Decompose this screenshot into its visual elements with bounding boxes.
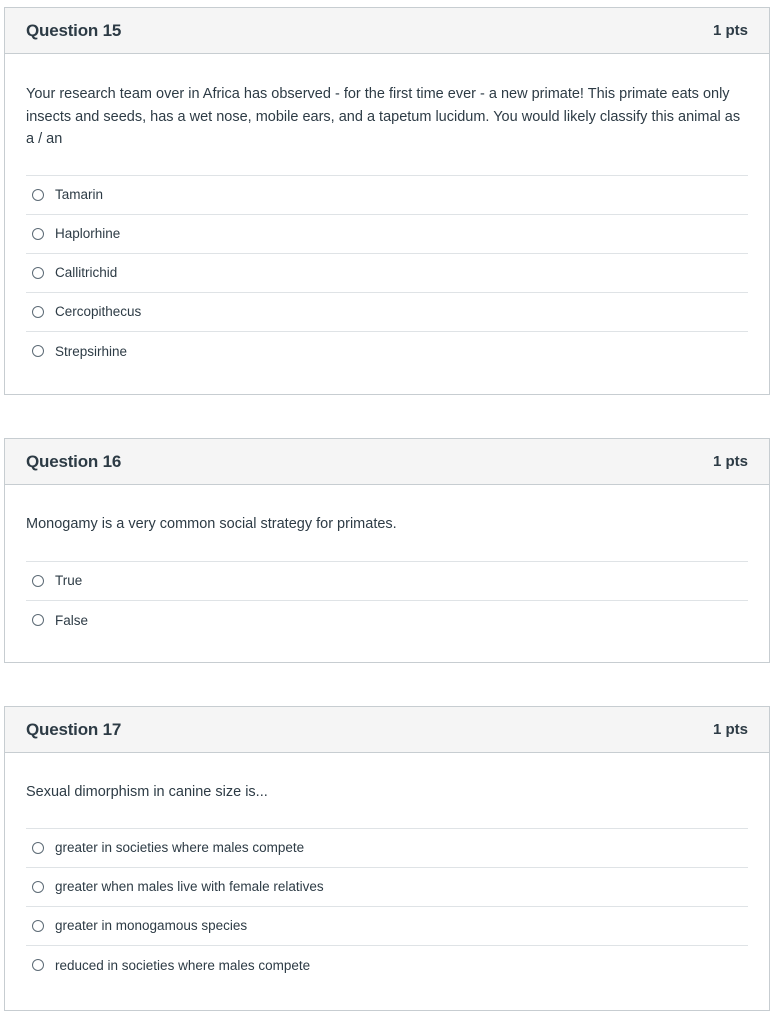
radio-button[interactable]	[32, 842, 44, 854]
question-points: 1 pts	[712, 22, 748, 39]
answer-list	[26, 175, 748, 371]
answer-option-cercopithecus[interactable]	[26, 293, 748, 332]
answer-label: Cercopithecus	[55, 304, 142, 319]
answer-list	[26, 561, 748, 640]
radio-button[interactable]	[32, 614, 44, 626]
question-text: Sexual dimorphism in canine size is...	[26, 784, 268, 800]
radio-button[interactable]	[32, 881, 44, 893]
question-points: 1 pts	[712, 721, 748, 738]
answer-list	[26, 828, 748, 985]
radio-button[interactable]	[32, 920, 44, 932]
question-header	[5, 707, 769, 753]
radio-button[interactable]	[32, 959, 44, 971]
answer-label: greater when males live with female relatives	[55, 879, 324, 894]
answer-option-greater-female-relatives[interactable]	[26, 868, 748, 907]
question-header	[5, 8, 769, 54]
question-title: Question 17	[26, 719, 122, 739]
answer-label: greater in societies where males compete	[55, 840, 305, 855]
answer-label: False	[55, 612, 89, 628]
answer-label: Callitrichid	[55, 265, 118, 280]
question-17-card	[4, 706, 770, 1011]
answer-label: greater in monogamous species	[55, 918, 248, 933]
question-16-card	[4, 438, 770, 663]
answer-option-greater-males-compete[interactable]	[26, 829, 748, 868]
radio-button[interactable]	[32, 267, 44, 279]
answer-label: Tamarin	[55, 187, 104, 202]
question-body	[5, 753, 769, 985]
question-body	[5, 485, 769, 640]
question-header	[5, 439, 769, 485]
question-title: Question 15	[26, 20, 122, 40]
question-15-card	[4, 7, 770, 395]
question-title: Question 16	[26, 451, 122, 471]
answer-option-false[interactable]	[26, 601, 748, 640]
question-text: Monogamy is a very common social strategy for primates.	[26, 516, 397, 532]
answer-label: Strepsirhine	[55, 343, 128, 359]
radio-button[interactable]	[32, 575, 44, 587]
answer-option-tamarin[interactable]	[26, 176, 748, 215]
question-text: Your research team over in Africa has observed - for the first time ever - a new primate! This primate eats only insects and seeds, has a wet nose, mobile ears, and a tapetum lucidum. You would likely classify this animal as a / an	[26, 86, 741, 147]
radio-button[interactable]	[32, 306, 44, 318]
radio-button[interactable]	[32, 189, 44, 201]
answer-label: Haplorhine	[55, 226, 121, 241]
answer-option-callitrichid[interactable]	[26, 254, 748, 293]
answer-option-haplorhine[interactable]	[26, 215, 748, 254]
answer-option-reduced-males-compete[interactable]	[26, 946, 748, 985]
answer-option-greater-monogamous[interactable]	[26, 907, 748, 946]
answer-label: True	[55, 573, 83, 588]
radio-button[interactable]	[32, 228, 44, 240]
answer-option-true[interactable]	[26, 562, 748, 601]
answer-label: reduced in societies where males compete	[55, 957, 311, 973]
question-points: 1 pts	[712, 453, 748, 470]
radio-button[interactable]	[32, 345, 44, 357]
answer-option-strepsirhine[interactable]	[26, 332, 748, 371]
question-body	[5, 54, 769, 371]
